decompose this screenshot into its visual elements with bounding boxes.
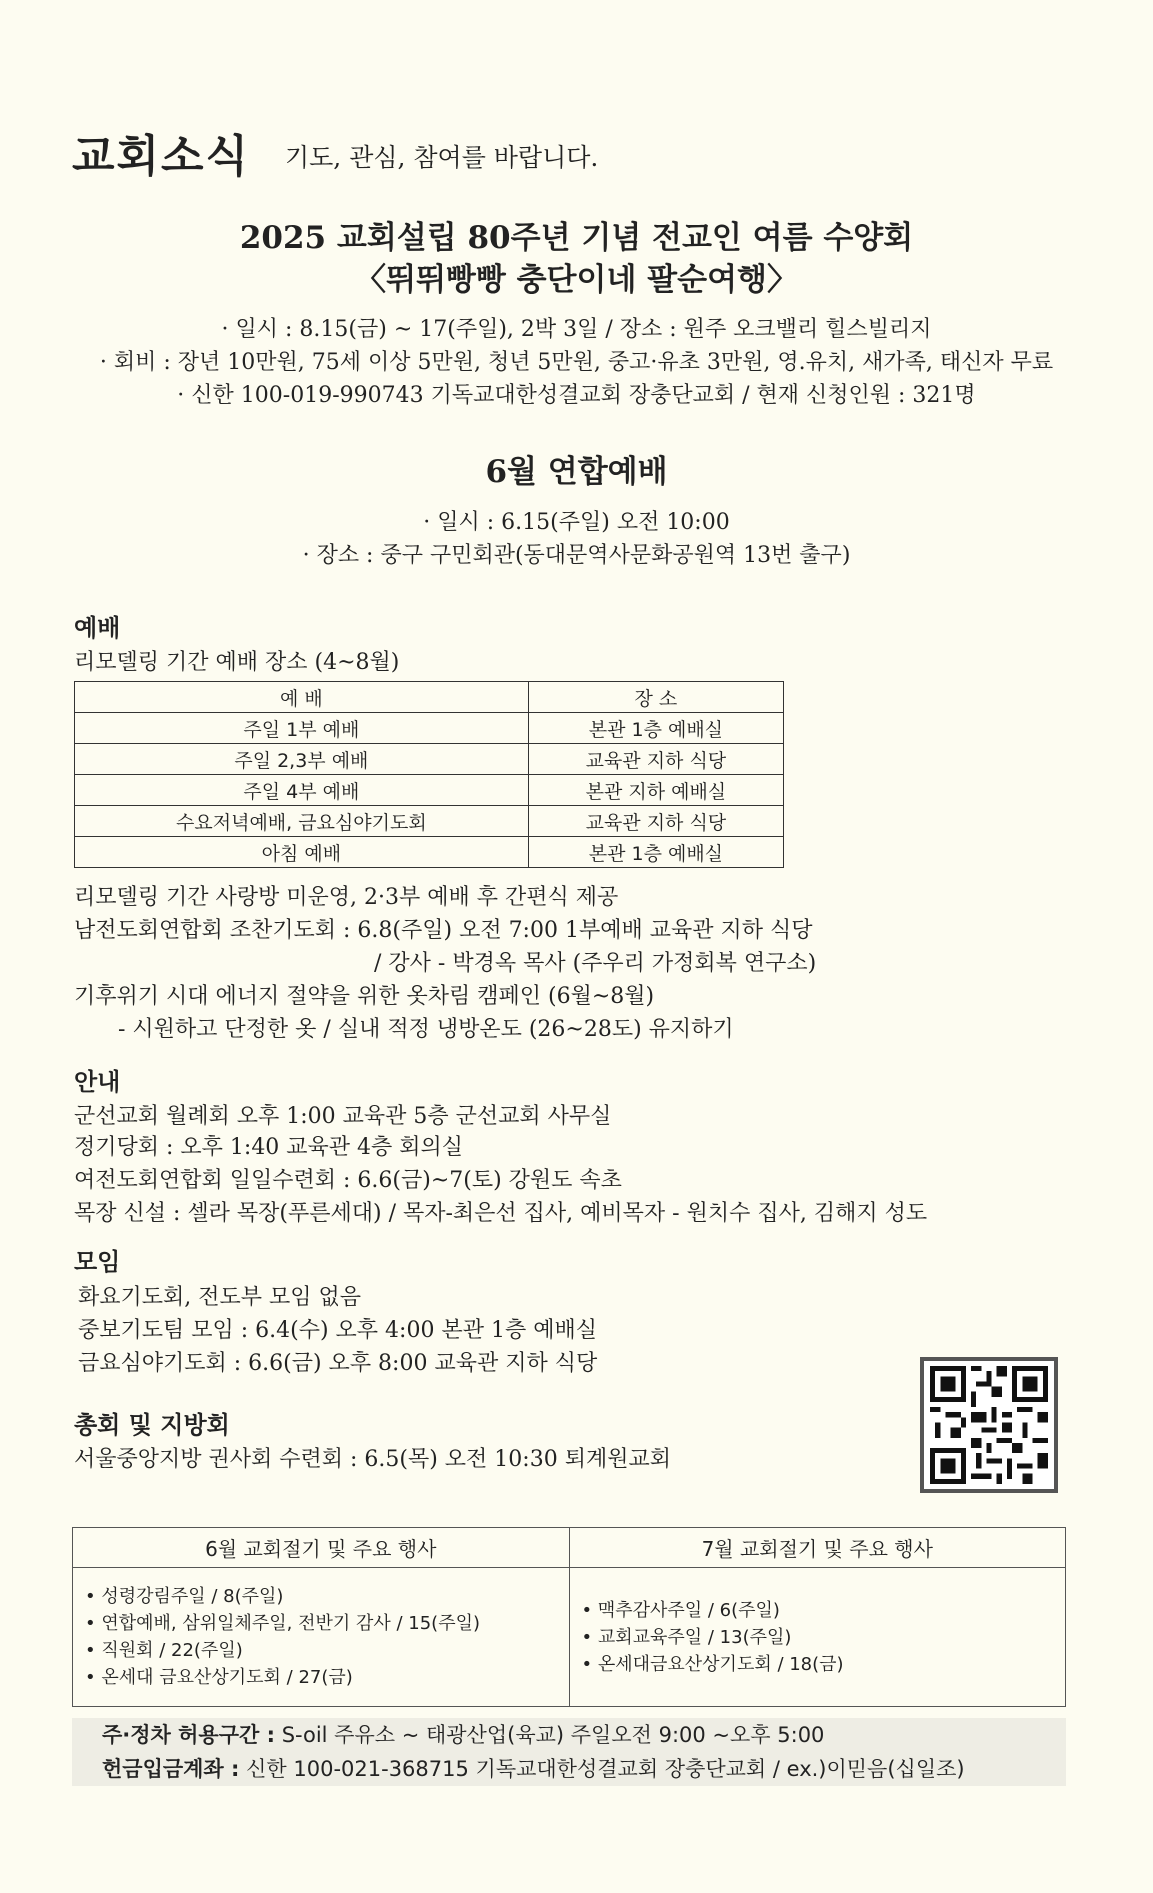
- guide-line: 정기당회 : 오후 1:40 교육관 4층 회의실: [74, 1135, 464, 1160]
- table-cell: 주일 4부 예배: [75, 775, 529, 806]
- parking-notice: [72, 1718, 1066, 1752]
- list-item: • 교회교육주일 / 13(주일): [581, 1626, 792, 1648]
- page-title: 교회소식: [72, 131, 251, 182]
- worship-note: 남전도회연합회 조찬기도회 : 6.8(주일) 오전 7:00 1부예배 교육관 지하 식당: [74, 918, 813, 943]
- table-header-row: [75, 682, 784, 713]
- meeting-line: 금요심야기도회 : 6.6(금) 오후 8:00 교육관 지하 식당: [78, 1351, 598, 1376]
- section-heading-meetings: 모임: [74, 1248, 121, 1276]
- section-heading-guide: 안내: [74, 1068, 121, 1096]
- worship-location-table: [74, 681, 784, 868]
- table-row: [75, 806, 784, 837]
- list-item: • 직원회 / 22(주일): [85, 1640, 243, 1661]
- table-row: [75, 837, 784, 868]
- table-cell: 교육관 지하 식당: [528, 744, 783, 775]
- table-cell: 주일 1부 예배: [75, 713, 529, 744]
- table-row: [73, 1568, 1066, 1707]
- events-june-title: 6월 교회절기 및 주요 행사: [73, 1528, 570, 1568]
- meeting-line: 중보기도팀 모임 : 6.4(수) 오후 4:00 본관 1층 예배실: [78, 1318, 597, 1343]
- table-cell: 주일 2,3부 예배: [75, 744, 529, 775]
- worship-note: - 시원하고 단정한 옷 / 실내 적정 냉방온도 (26~28도) 유지하기: [118, 1017, 734, 1042]
- guide-line: 여전도회연합회 일일수련회 : 6.6(금)~7(토) 강원도 속초: [74, 1168, 622, 1193]
- meeting-line: 화요기도회, 전도부 모임 없음: [78, 1285, 361, 1310]
- table-cell: 본관 지하 예배실: [528, 775, 783, 806]
- worship-intro: 리모델링 기간 예배 장소 (4~8월): [74, 650, 400, 675]
- guide-line: 군선교회 월례회 오후 1:00 교육관 5층 군선교회 사무실: [74, 1104, 612, 1129]
- retreat-line: · 회비 : 장년 10만원, 75세 이상 5만원, 청년 5만원, 중고·유초 3만원, 영.유치, 새가족, 태신자 무료: [99, 350, 1054, 375]
- table-header-row: [73, 1528, 1066, 1568]
- table-cell: 본관 1층 예배실: [528, 837, 783, 868]
- table-header-cell: 장 소: [528, 682, 783, 713]
- parking-label: 주·정차 허용구간 :: [102, 1723, 275, 1747]
- events-july-title: 7월 교회절기 및 주요 행사: [569, 1528, 1066, 1568]
- events-july-list: [569, 1568, 1066, 1707]
- table-cell: 수요저녁예배, 금요심야기도회: [75, 806, 529, 837]
- qr-code-icon: [920, 1357, 1058, 1493]
- events-june-list: [73, 1568, 570, 1707]
- table-header-cell: 예 배: [75, 682, 529, 713]
- retreat-line: · 신한 100-019-990743 기독교대한성결교회 장충단교회 / 현재 신청인원 : 321명: [177, 383, 976, 408]
- retreat-title: 2025 교회설립 80주년 기념 전교인 여름 수양회: [239, 220, 914, 256]
- worship-note: 기후위기 시대 에너지 절약을 위한 옷차림 캠페인 (6월~8월): [74, 984, 655, 1009]
- joint-worship-title: 6월 연합예배: [485, 454, 668, 490]
- worship-note: / 강사 - 박경옥 목사 (주우리 가정회복 연구소): [374, 951, 817, 976]
- joint-worship-line: · 일시 : 6.15(주일) 오전 10:00: [423, 510, 730, 535]
- events-table: [72, 1527, 1066, 1707]
- guide-line: 목장 신설 : 셀라 목장(푸른세대) / 목자-최은선 집사, 예비목자 - 원치수 집사, 김해지 성도: [74, 1201, 928, 1226]
- account-label: 헌금입금계좌 :: [102, 1757, 240, 1781]
- table-cell: 교육관 지하 식당: [528, 806, 783, 837]
- section-heading-assembly: 총회 및 지방회: [74, 1411, 230, 1439]
- retreat-line: · 일시 : 8.15(금) ~ 17(주일), 2박 3일 / 장소 : 원주 오크밸리 힐스빌리지: [221, 317, 932, 342]
- list-item: • 온세대금요산상기도회 / 18(금): [581, 1653, 844, 1675]
- page-subtitle: 기도, 관심, 참여를 바랍니다.: [285, 143, 599, 172]
- table-cell: 아침 예배: [75, 837, 529, 868]
- table-cell: 본관 1층 예배실: [528, 713, 783, 744]
- table-row: [75, 744, 784, 775]
- account-notice: [72, 1752, 1066, 1786]
- table-row: [75, 713, 784, 744]
- table-row: [75, 775, 784, 806]
- assembly-line: 서울중앙지방 권사회 수련회 : 6.5(목) 오전 10:30 퇴계원교회: [74, 1447, 671, 1472]
- parking-value: S-oil 주유소 ~ 태광산업(육교) 주일오전 9:00 ~오후 5:00: [281, 1723, 825, 1747]
- list-item: • 연합예배, 삼위일체주일, 전반기 감사 / 15(주일): [85, 1613, 480, 1634]
- retreat-subtitle: 〈뛰뛰빵빵 충단이네 팔순여행〉: [355, 262, 798, 298]
- list-item: • 온세대 금요산상기도회 / 27(금): [85, 1667, 353, 1688]
- joint-worship-line: · 장소 : 중구 구민회관(동대문역사문화공원역 13번 출구): [302, 543, 851, 568]
- list-item: • 맥추감사주일 / 6(주일): [581, 1599, 780, 1621]
- account-value: 신한 100-021-368715 기독교대한성결교회 장충단교회 / ex.)이믿음(십일조): [246, 1757, 965, 1781]
- section-heading-worship: 예배: [74, 614, 121, 642]
- worship-note: 리모델링 기간 사랑방 미운영, 2·3부 예배 후 간편식 제공: [74, 885, 619, 910]
- list-item: • 성령강림주일 / 8(주일): [85, 1586, 284, 1607]
